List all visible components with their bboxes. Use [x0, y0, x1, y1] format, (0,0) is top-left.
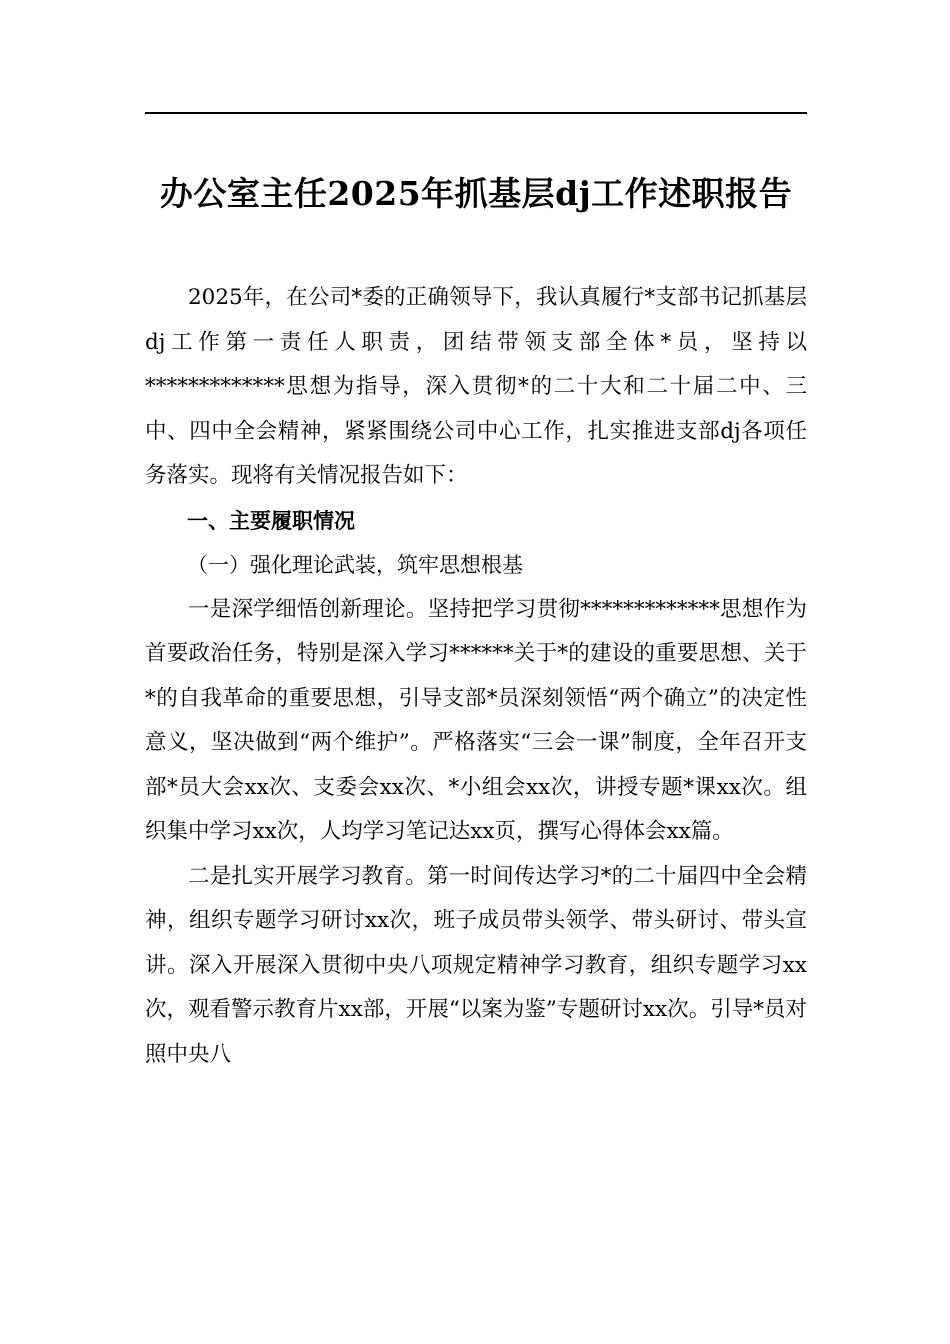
- section-heading: 一、主要履职情况: [187, 508, 355, 533]
- header-rule: [145, 112, 807, 114]
- document-title: 办公室主任2025年抓基层dj工作述职报告: [159, 174, 793, 213]
- document-body: [145, 276, 807, 1077]
- paragraph-learning-education: 二是扎实开展学习教育。第一时间传达学习*的二十届四中全会精神，组织专题学习研讨xx次，班子成员带头领学、带头研讨、带头宣讲。深入开展深入贯彻中央八项规定精神学习教育，组织专题学习xx次，观看警示教育片xx部，开展“以案为鉴”专题研讨xx次。引导*员对照中央八: [145, 863, 807, 1067]
- intro-paragraph: 2025年，在公司*委的正确领导下，我认真履行*支部书记抓基层dj工作第一责任人职责，团结带领支部全体*员，坚持以*************思想为指导，深入贯彻*的二十大和二十届二中、三中、四中全会精神，紧紧围绕公司中心工作，扎实推进支部dj各项任务落实。现将有关情况报告如下：: [145, 285, 807, 488]
- subsection-heading: （一）强化理论武装，筑牢思想根基: [187, 553, 523, 577]
- paragraph-theory-study: 一是深学细悟创新理论。坚持把学习贯彻*************思想作为首要政治任务，特别是深入学习******关于*的建设的重要思想、关于*的自我革命的重要思想，引导支部*员深刻领悟“两个确立”的决定性意义，坚决做到“两个维护”。严格落实“三会一课”制度，全年召开支部*员大会xx次、支委会xx次、*小组会xx次，讲授专题*课xx次。组织集中学习xx次，人均学习笔记达xx页，撰写心得体会xx篇。: [145, 596, 807, 844]
